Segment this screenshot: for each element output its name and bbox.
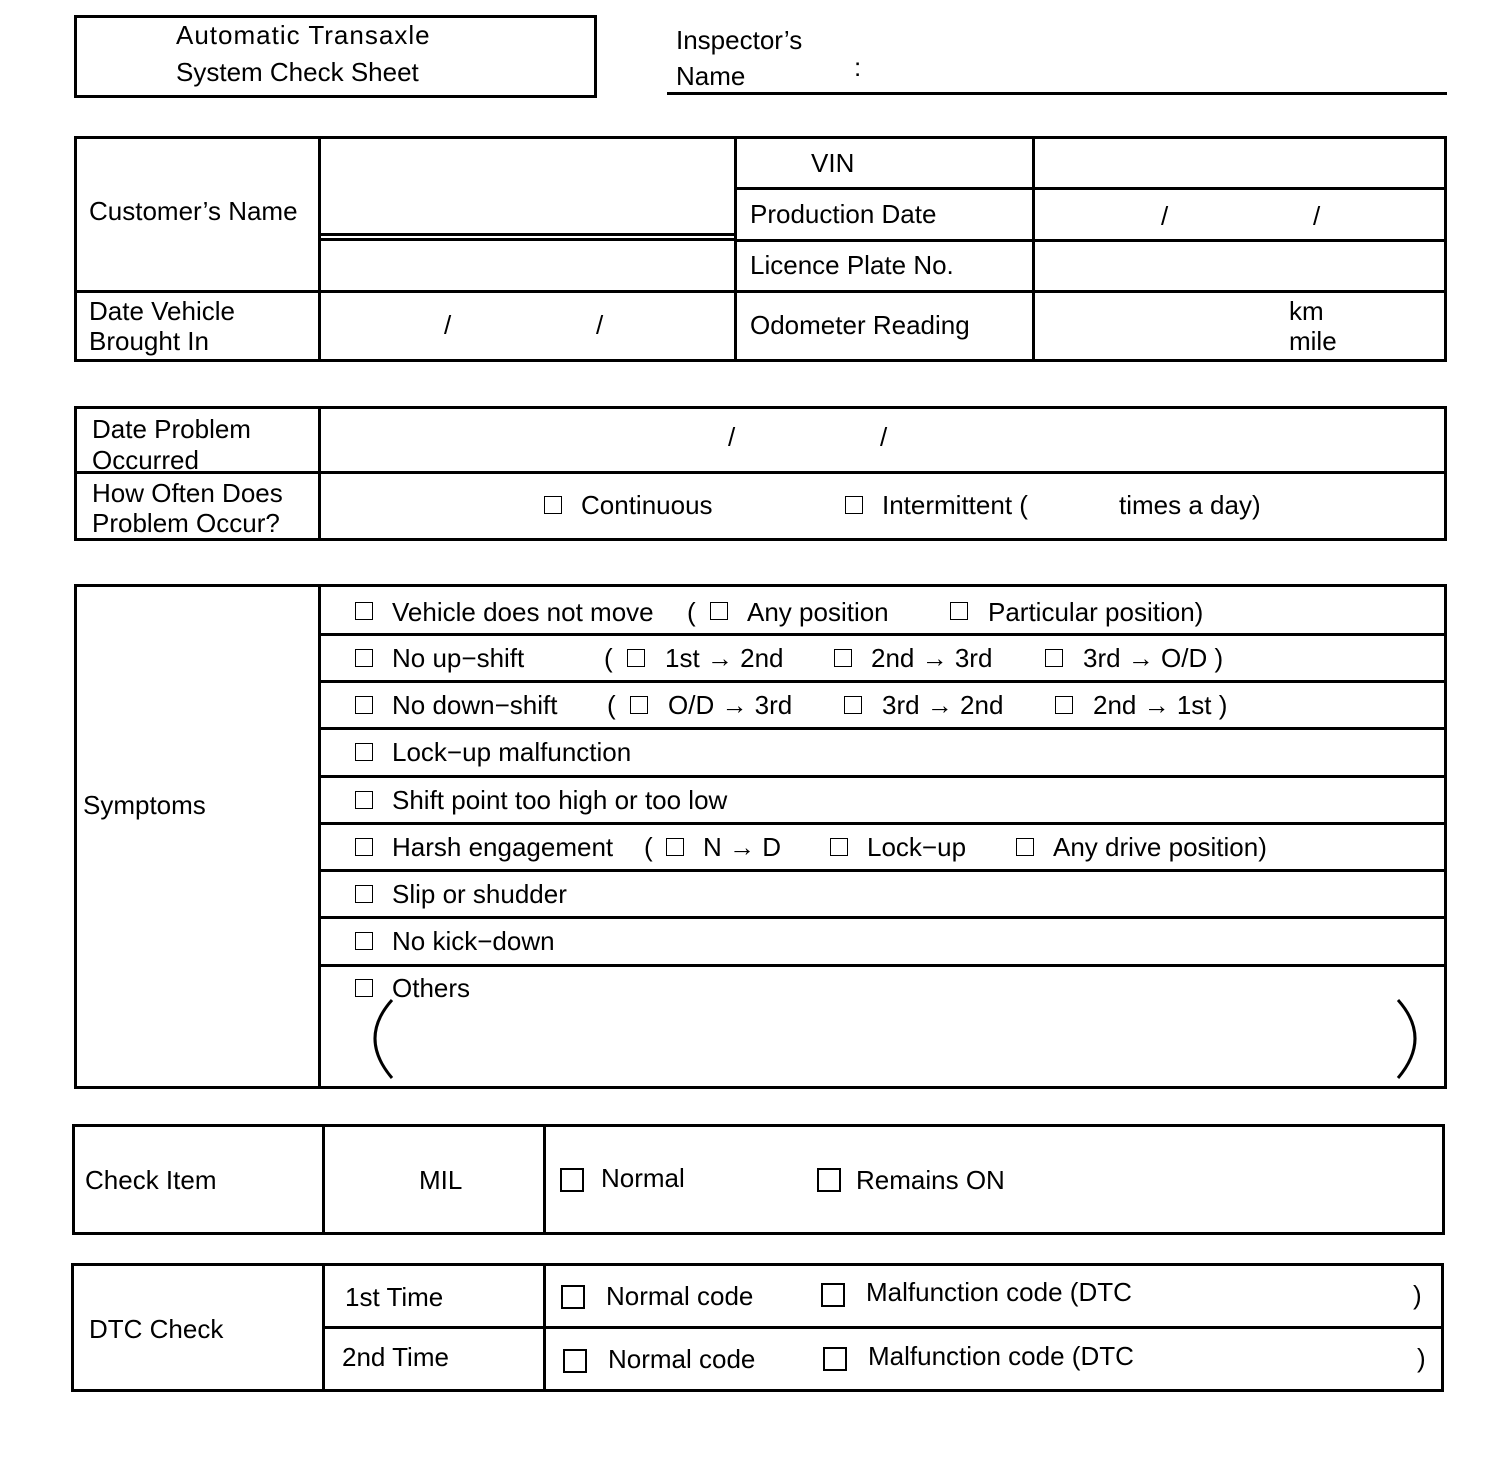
mil-normal-checkbox[interactable] — [560, 1168, 584, 1192]
inspector-label-line2: Name — [676, 61, 746, 91]
date-occurred-label-line1: Date Problem — [92, 414, 251, 444]
symptoms-label: Symptoms — [83, 790, 206, 820]
no-downshift-checkbox[interactable] — [355, 696, 373, 714]
dtc1-malfunction-label: Malfunction code (DTC — [866, 1277, 1132, 1307]
any-position-checkbox[interactable] — [710, 602, 728, 620]
shift-point-checkbox[interactable] — [355, 791, 373, 809]
licence-plate-field[interactable] — [1036, 243, 1442, 288]
check-item-table — [72, 1124, 1445, 1235]
dtc1-normal-label: Normal code — [606, 1281, 754, 1311]
title-line2: System Check Sheet — [176, 57, 419, 87]
harsh-lockup-label: Lock−up — [867, 832, 967, 862]
inspector-name-line[interactable] — [667, 92, 1447, 95]
harsh-lockup-checkbox[interactable] — [830, 838, 848, 856]
others-field[interactable] — [400, 1005, 1390, 1075]
dtc2-normal-label: Normal code — [608, 1344, 756, 1374]
down-3-2-checkbox[interactable] — [844, 696, 862, 714]
date-brought-sep-1: / — [444, 310, 452, 340]
mil-normal-label: Normal — [601, 1163, 685, 1193]
continuous-checkbox[interactable] — [544, 496, 562, 514]
customer-name-field[interactable] — [322, 139, 732, 231]
harsh-any-checkbox[interactable] — [1016, 838, 1034, 856]
intermittent-suffix: times a day) — [1119, 490, 1261, 520]
dtc-first-time-label: 1st Time — [345, 1282, 444, 1312]
no-move-open-paren: ( — [687, 597, 696, 627]
dtc1-malfunction-checkbox[interactable] — [821, 1283, 845, 1307]
production-date-sep-1: / — [1161, 201, 1169, 231]
lockup-malfunction-checkbox[interactable] — [355, 743, 373, 761]
intermittent-label: Intermittent ( — [882, 490, 1028, 520]
odometer-label: Odometer Reading — [750, 310, 970, 340]
inspector-label-line1: Inspector’s — [676, 25, 803, 55]
no-move-checkbox[interactable] — [355, 602, 373, 620]
date-occurred-sep-2: / — [880, 422, 888, 452]
slip-checkbox[interactable] — [355, 885, 373, 903]
customer-name-field-2[interactable] — [322, 242, 732, 288]
down-2-1-checkbox[interactable] — [1055, 696, 1073, 714]
licence-plate-label: Licence Plate No. — [750, 250, 954, 280]
lockup-malfunction-label: Lock−up malfunction — [392, 737, 632, 767]
date-brought-label-line1: Date Vehicle — [89, 296, 235, 326]
dtc2-code-field[interactable] — [1162, 1343, 1407, 1377]
dtc-second-time-label: 2nd Time — [342, 1342, 449, 1372]
mil-remains-on-label: Remains ON — [856, 1165, 1005, 1195]
no-upshift-checkbox[interactable] — [355, 649, 373, 667]
down-od-3-checkbox[interactable] — [630, 696, 648, 714]
down-3-2-label: 3rd → 2nd — [882, 690, 1004, 720]
particular-position-label: Particular position) — [988, 597, 1204, 627]
harsh-n-d-label: N → D — [703, 832, 781, 862]
particular-position-checkbox[interactable] — [950, 602, 968, 620]
no-downshift-open-paren: ( — [607, 690, 616, 720]
date-brought-sep-2: / — [596, 310, 604, 340]
up-1-2-label: 1st → 2nd — [665, 643, 784, 673]
continuous-label: Continuous — [581, 490, 713, 520]
harsh-n-d-checkbox[interactable] — [666, 838, 684, 856]
up-3-od-checkbox[interactable] — [1045, 649, 1063, 667]
dtc2-normal-checkbox[interactable] — [563, 1349, 587, 1373]
production-date-sep-2: / — [1313, 201, 1321, 231]
production-date-label: Production Date — [750, 199, 937, 229]
inspector-colon: : — [854, 52, 862, 82]
mil-remains-on-checkbox[interactable] — [817, 1168, 841, 1192]
how-often-label-line1: How Often Does — [92, 478, 283, 508]
harsh-any-label: Any drive position) — [1053, 832, 1267, 862]
no-downshift-label: No down−shift — [392, 690, 558, 720]
dtc-check-label: DTC Check — [89, 1314, 224, 1344]
dtc1-code-field[interactable] — [1160, 1280, 1405, 1314]
down-2-1-label: 2nd → 1st ) — [1093, 690, 1228, 720]
dtc1-close-paren: ) — [1413, 1280, 1422, 1310]
up-2-3-label: 2nd → 3rd — [871, 643, 993, 673]
odometer-unit-km: km — [1289, 296, 1324, 326]
harsh-engagement-label: Harsh engagement — [392, 832, 614, 862]
no-kickdown-label: No kick−down — [392, 926, 555, 956]
dtc2-close-paren: ) — [1417, 1343, 1426, 1373]
odometer-unit-mile: mile — [1289, 326, 1337, 356]
no-kickdown-checkbox[interactable] — [355, 932, 373, 950]
any-position-label: Any position — [747, 597, 889, 627]
date-occurred-label-line2: Occurred — [92, 445, 199, 475]
up-2-3-checkbox[interactable] — [834, 649, 852, 667]
customer-name-label: Customer’s Name — [89, 196, 298, 226]
intermittent-checkbox[interactable] — [845, 496, 863, 514]
date-brought-label-line2: Brought In — [89, 326, 209, 356]
harsh-engagement-checkbox[interactable] — [355, 838, 373, 856]
vin-label: VIN — [811, 148, 855, 178]
check-item-label: Check Item — [85, 1165, 217, 1195]
title-line1: Automatic Transaxle — [176, 20, 431, 50]
how-often-label-line2: Problem Occur? — [92, 508, 280, 538]
up-3-od-label: 3rd → O/D ) — [1083, 643, 1224, 673]
down-od-3-label: O/D → 3rd — [668, 690, 793, 720]
others-label: Others — [392, 973, 471, 1003]
harsh-open-paren: ( — [644, 832, 653, 862]
dtc2-malfunction-label: Malfunction code (DTC — [868, 1341, 1134, 1371]
slip-label: Slip or shudder — [392, 879, 567, 909]
no-upshift-label: No up−shift — [392, 643, 525, 673]
date-occurred-sep-1: / — [728, 422, 736, 452]
up-1-2-checkbox[interactable] — [627, 649, 645, 667]
vin-field[interactable] — [1036, 139, 1442, 185]
mil-label: MIL — [419, 1165, 463, 1195]
dtc2-malfunction-checkbox[interactable] — [823, 1347, 847, 1371]
shift-point-label: Shift point too high or too low — [392, 785, 728, 815]
no-upshift-open-paren: ( — [604, 643, 613, 673]
no-move-label: Vehicle does not move — [392, 597, 654, 627]
dtc1-normal-checkbox[interactable] — [561, 1285, 585, 1309]
